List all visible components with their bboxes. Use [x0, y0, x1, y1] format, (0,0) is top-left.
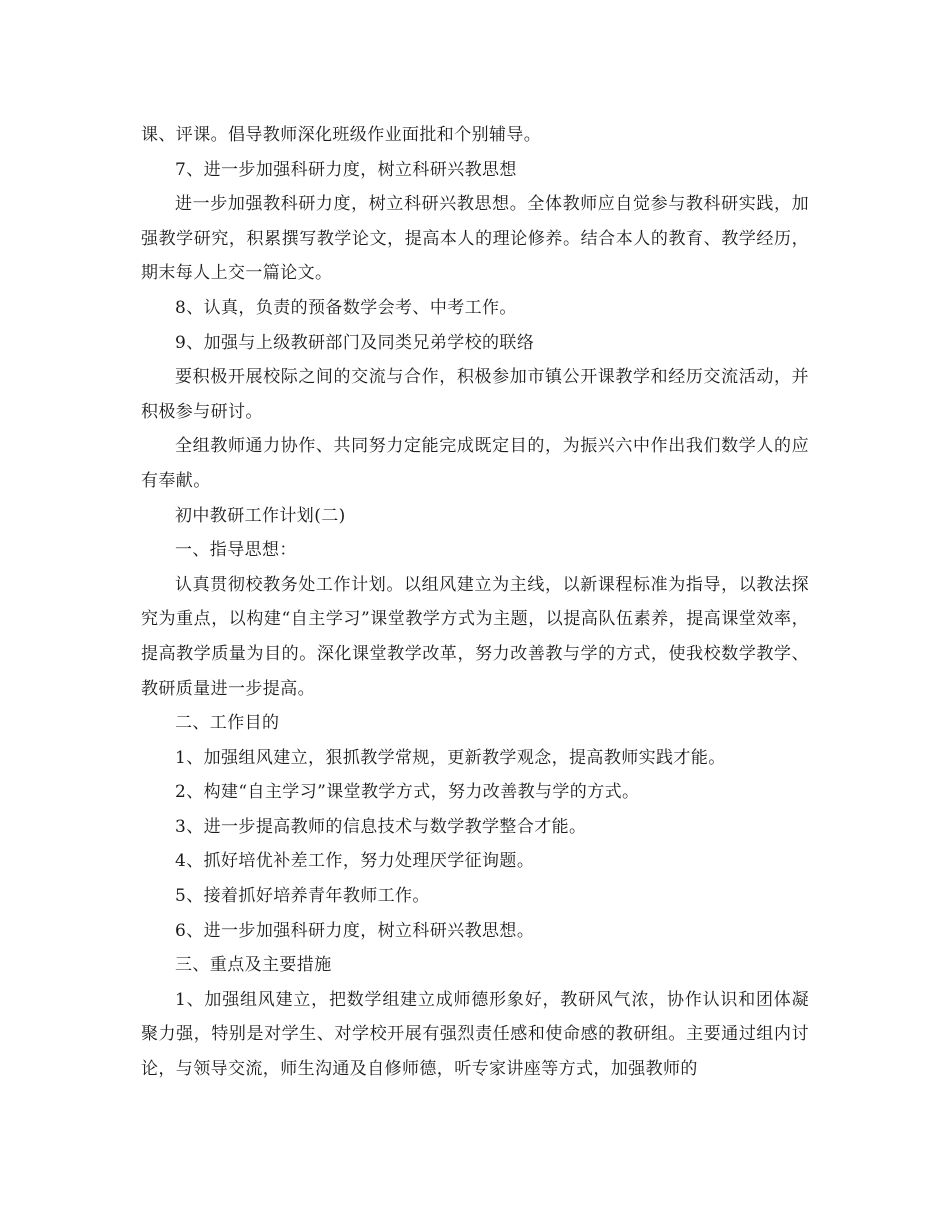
paragraph-continuation: 课、评课。倡导教师深化班级作业面批和个别辅导。 — [141, 125, 542, 145]
list-item-goal-1: 1、加强组风建立，狠抓教学常规，更新教学观念，提高教师实践才能。 — [175, 747, 726, 768]
paragraph-closing: 全组教师通力协作、共同努力定能完成既定目的，为振兴六中作出我们数学人的应有奉献。 — [141, 436, 809, 491]
heading-work-goals: 二、工作目的 — [175, 713, 280, 734]
document-body — [141, 118, 809, 1087]
paragraph-exchange: 要积极开展校际之间的交流与合作，积极参加市镇公开课教学和经历交流活动，并积极参与研讨。 — [141, 367, 809, 422]
paragraph-guiding-thought: 认真贯彻校教务处工作计划。以组风建立为主线，以新课程标准为指导，以教法探究为重点，以构建“自主学习”课堂教学方式为主题，以提高队伍素养，提高课堂效率，提高教学质量为目的。深化课堂教学改革，努力改善教与学的方式，使我校数学教学、教研质量进一步提高。 — [141, 574, 809, 699]
section-title-plan-two: 初中教研工作计划(二) — [175, 505, 346, 526]
list-item-goal-6: 6、进一步加强科研力度，树立科研兴教思想。 — [175, 920, 535, 941]
paragraph-item-8: 8、认真，负责的预备数学会考、中考工作。 — [175, 297, 517, 318]
heading-key-measures: 三、重点及主要措施 — [175, 955, 332, 976]
list-item-goal-5: 5、接着抓好培养青年教师工作。 — [175, 886, 430, 907]
paragraph-item-9-heading: 9、加强与上级教研部门及同类兄弟学校的联络 — [175, 332, 535, 353]
list-item-goal-4: 4、抓好培优补差工作，努力处理厌学征询题。 — [175, 851, 535, 872]
paragraph-item-7-heading: 7、进一步加强科研力度，树立科研兴教思想 — [175, 159, 517, 180]
heading-guiding-thought: 一、指导思想： — [175, 540, 297, 561]
paragraph-measure-1: 1、加强组风建立，把数学组建立成师德形象好，教研风气浓，协作认识和团体凝聚力强，特别是对学生、对学校开展有强烈责任感和使命感的教研组。主要通过组内讨论，与领导交流，师生沟通及自修师德，听专家讲座等方式，加强教师的 — [141, 989, 809, 1080]
paragraph-research: 进一步加强教科研力度，树立科研兴教思想。全体教师应自觉参与教科研实践，加强教学研究，积累撰写教学论文，提高本人的理论修养。结合本人的教育、教学经历，期末每人上交一篇论文。 — [141, 194, 809, 284]
list-item-goal-2: 2、构建“自主学习”课堂教学方式，努力改善教与学的方式。 — [175, 782, 640, 803]
list-item-goal-3: 3、进一步提高教师的信息技术与数学教学整合才能。 — [175, 816, 587, 837]
